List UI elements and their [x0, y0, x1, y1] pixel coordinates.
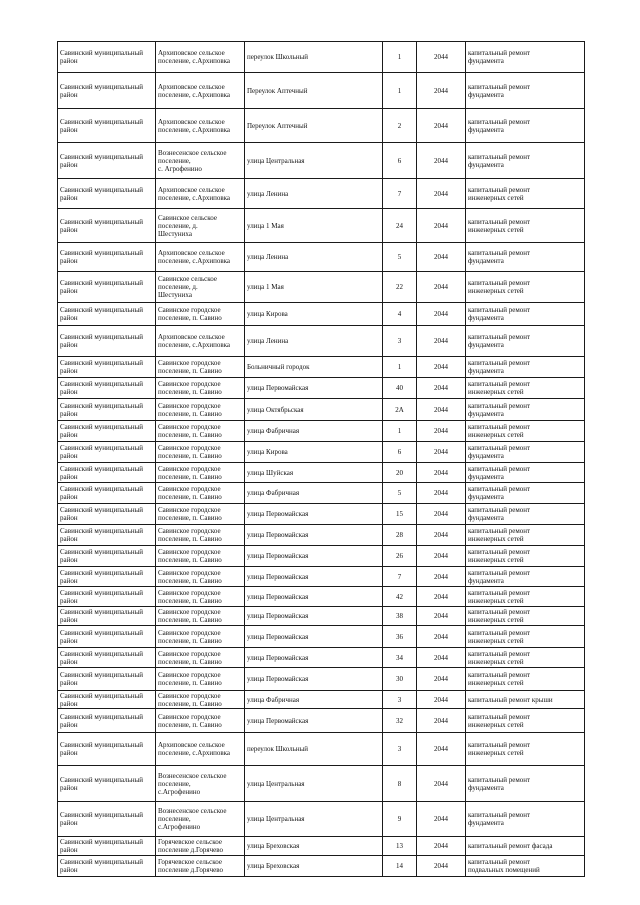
house-number-cell: 13 — [383, 837, 417, 856]
year-cell: 2044 — [417, 326, 466, 357]
settlement-cell: Савинское городское поселение, п. Савино — [156, 587, 245, 607]
house-number-cell: 3 — [383, 326, 417, 357]
table-row — [58, 463, 585, 483]
district-cell: Савинский муниципальный район — [58, 504, 156, 525]
settlement-cell: Архиповское сельское поселение, с.Архиповка — [156, 42, 245, 73]
street-cell: улица Октябрьская — [245, 399, 383, 421]
street-cell: улица Первомайская — [245, 504, 383, 525]
house-number-cell: 26 — [383, 546, 417, 567]
table-row — [58, 421, 585, 442]
settlement-cell: Савинское городское поселение, п. Савино — [156, 525, 245, 546]
year-cell: 2044 — [417, 504, 466, 525]
year-cell: 2044 — [417, 243, 466, 272]
year-cell: 2044 — [417, 607, 466, 626]
work-type-cell: капитальный ремонт фундамента — [466, 442, 585, 463]
work-type-cell: капитальный ремонт фундамента — [466, 42, 585, 73]
house-number-cell: 24 — [383, 209, 417, 243]
settlement-cell: Савинское городское поселение, п. Савино — [156, 463, 245, 483]
house-number-cell: 15 — [383, 504, 417, 525]
district-cell: Савинский муниципальный район — [58, 442, 156, 463]
work-type-cell: капитальный ремонт фасада — [466, 837, 585, 856]
district-cell: Савинский муниципальный район — [58, 243, 156, 272]
settlement-cell: Горячевское сельское поселение д.Горячево — [156, 837, 245, 856]
district-cell: Савинский муниципальный район — [58, 567, 156, 587]
work-type-cell: капитальный ремонт инженерных сетей — [466, 525, 585, 546]
house-number-cell: 1 — [383, 357, 417, 378]
settlement-cell: Савинское городское поселение, п. Савино — [156, 378, 245, 399]
house-number-cell: 32 — [383, 709, 417, 733]
street-cell: улица Ленина — [245, 243, 383, 272]
district-cell: Савинский муниципальный район — [58, 648, 156, 668]
settlement-cell: Савинское городское поселение, п. Савино — [156, 442, 245, 463]
year-cell: 2044 — [417, 802, 466, 837]
district-cell: Савинский муниципальный район — [58, 421, 156, 442]
street-cell: улица Кирова — [245, 442, 383, 463]
district-cell: Савинский муниципальный район — [58, 357, 156, 378]
table-row — [58, 243, 585, 272]
house-number-cell: 42 — [383, 587, 417, 607]
district-cell: Савинский муниципальный район — [58, 856, 156, 877]
district-cell: Савинский муниципальный район — [58, 668, 156, 691]
district-cell: Савинский муниципальный район — [58, 691, 156, 709]
settlement-cell: Архиповское сельское поселение, с.Архиповка — [156, 73, 245, 109]
house-number-cell: 14 — [383, 856, 417, 877]
house-number-cell: 9 — [383, 802, 417, 837]
year-cell: 2044 — [417, 272, 466, 303]
street-cell: переулок Школьный — [245, 42, 383, 73]
district-cell: Савинский муниципальный район — [58, 326, 156, 357]
street-cell: улица Первомайская — [245, 378, 383, 399]
year-cell: 2044 — [417, 837, 466, 856]
table-row — [58, 607, 585, 626]
district-cell: Савинский муниципальный район — [58, 399, 156, 421]
settlement-cell: Архиповское сельское поселение, с.Архиповка — [156, 733, 245, 766]
house-number-cell: 28 — [383, 525, 417, 546]
house-number-cell: 6 — [383, 442, 417, 463]
street-cell: Переулок Аптечный — [245, 109, 383, 143]
house-number-cell: 40 — [383, 378, 417, 399]
work-type-cell: капитальный ремонт инженерных сетей — [466, 607, 585, 626]
table-row — [58, 357, 585, 378]
table-row — [58, 209, 585, 243]
work-type-cell: капитальный ремонт фундамента — [466, 399, 585, 421]
year-cell: 2044 — [417, 668, 466, 691]
settlement-cell: Савинское городское поселение, п. Савино — [156, 648, 245, 668]
house-number-cell: 8 — [383, 766, 417, 802]
work-type-cell: капитальный ремонт фундамента — [466, 483, 585, 504]
work-type-cell: капитальный ремонт инженерных сетей — [466, 546, 585, 567]
house-number-cell: 34 — [383, 648, 417, 668]
work-type-cell: капитальный ремонт фундамента — [466, 73, 585, 109]
street-cell: улица Фабричная — [245, 483, 383, 504]
district-cell: Савинский муниципальный район — [58, 483, 156, 504]
district-cell: Савинский муниципальный район — [58, 733, 156, 766]
house-number-cell: 20 — [383, 463, 417, 483]
settlement-cell: Савинское сельское поселение, д. Шестуниха — [156, 272, 245, 303]
street-cell: улица Центральная — [245, 766, 383, 802]
year-cell: 2044 — [417, 648, 466, 668]
year-cell: 2044 — [417, 567, 466, 587]
table-row — [58, 109, 585, 143]
table-row — [58, 143, 585, 179]
year-cell: 2044 — [417, 399, 466, 421]
work-type-cell: капитальный ремонт инженерных сетей — [466, 648, 585, 668]
table-row — [58, 272, 585, 303]
work-type-cell: капитальный ремонт фундамента — [466, 463, 585, 483]
street-cell: улица Центральная — [245, 802, 383, 837]
district-cell: Савинский муниципальный район — [58, 303, 156, 326]
table-row — [58, 766, 585, 802]
house-number-cell: 1 — [383, 73, 417, 109]
table-row — [58, 326, 585, 357]
settlement-cell: Архиповское сельское поселение, с.Архиповка — [156, 179, 245, 209]
house-number-cell: 6 — [383, 143, 417, 179]
table-row — [58, 856, 585, 877]
street-cell: улица Фабричная — [245, 691, 383, 709]
house-number-cell: 38 — [383, 607, 417, 626]
district-cell: Савинский муниципальный район — [58, 143, 156, 179]
work-type-cell: капитальный ремонт фундамента — [466, 326, 585, 357]
settlement-cell: Вознесенское сельское поселение, с.Агрофенино — [156, 766, 245, 802]
year-cell: 2044 — [417, 179, 466, 209]
table-row — [58, 442, 585, 463]
work-type-cell: капитальный ремонт инженерных сетей — [466, 179, 585, 209]
work-type-cell: капитальный ремонт крыши — [466, 691, 585, 709]
settlement-cell: Архиповское сельское поселение, с.Архиповка — [156, 326, 245, 357]
work-type-cell: капитальный ремонт фундамента — [466, 109, 585, 143]
year-cell: 2044 — [417, 766, 466, 802]
year-cell: 2044 — [417, 709, 466, 733]
settlement-cell: Савинское городское поселение, п. Савино — [156, 504, 245, 525]
settlement-cell: Савинское городское поселение, п. Савино — [156, 691, 245, 709]
district-cell: Савинский муниципальный район — [58, 272, 156, 303]
settlement-cell: Архиповское сельское поселение, с.Архиповка — [156, 243, 245, 272]
year-cell: 2044 — [417, 378, 466, 399]
street-cell: переулок Школьный — [245, 733, 383, 766]
year-cell: 2044 — [417, 546, 466, 567]
street-cell: улица Первомайская — [245, 607, 383, 626]
house-number-cell: 30 — [383, 668, 417, 691]
district-cell: Савинский муниципальный район — [58, 179, 156, 209]
street-cell: улица Первомайская — [245, 525, 383, 546]
district-cell: Савинский муниципальный район — [58, 546, 156, 567]
work-type-cell: капитальный ремонт инженерных сетей — [466, 209, 585, 243]
year-cell: 2044 — [417, 626, 466, 648]
settlement-cell: Савинское городское поселение, п. Савино — [156, 546, 245, 567]
table-row — [58, 546, 585, 567]
table-row — [58, 626, 585, 648]
street-cell: улица Бреховская — [245, 856, 383, 877]
district-cell: Савинский муниципальный район — [58, 626, 156, 648]
street-cell: улица Первомайская — [245, 626, 383, 648]
year-cell: 2044 — [417, 442, 466, 463]
settlement-cell: Савинское городское поселение, п. Савино — [156, 668, 245, 691]
settlement-cell: Савинское городское поселение, п. Савино — [156, 303, 245, 326]
house-number-cell: 4 — [383, 303, 417, 326]
year-cell: 2044 — [417, 525, 466, 546]
settlement-cell: Савинское городское поселение, п. Савино — [156, 399, 245, 421]
work-type-cell: капитальный ремонт инженерных сетей — [466, 378, 585, 399]
house-number-cell: 7 — [383, 179, 417, 209]
district-cell: Савинский муниципальный район — [58, 209, 156, 243]
year-cell: 2044 — [417, 209, 466, 243]
work-type-cell: капитальный ремонт фундамента — [466, 303, 585, 326]
table-row — [58, 483, 585, 504]
settlement-cell: Савинское городское поселение, п. Савино — [156, 357, 245, 378]
table-row — [58, 179, 585, 209]
settlement-cell: Савинское городское поселение, п. Савино — [156, 709, 245, 733]
street-cell: улица Центральная — [245, 143, 383, 179]
table-row — [58, 42, 585, 73]
table-row — [58, 648, 585, 668]
settlement-cell: Савинское сельское поселение, д. Шестуниха — [156, 209, 245, 243]
district-cell: Савинский муниципальный район — [58, 378, 156, 399]
street-cell: Переулок Аптечный — [245, 73, 383, 109]
street-cell: улица Первомайская — [245, 567, 383, 587]
work-type-cell: капитальный ремонт инженерных сетей — [466, 733, 585, 766]
settlement-cell: Савинское городское поселение, п. Савино — [156, 607, 245, 626]
year-cell: 2044 — [417, 733, 466, 766]
street-cell: улица Первомайская — [245, 587, 383, 607]
house-number-cell: 5 — [383, 483, 417, 504]
district-cell: Савинский муниципальный район — [58, 837, 156, 856]
street-cell: улица Шуйская — [245, 463, 383, 483]
house-number-cell: 1 — [383, 42, 417, 73]
house-number-cell: 22 — [383, 272, 417, 303]
year-cell: 2044 — [417, 143, 466, 179]
street-cell: улица Фабричная — [245, 421, 383, 442]
district-cell: Савинский муниципальный район — [58, 587, 156, 607]
year-cell: 2044 — [417, 73, 466, 109]
house-number-cell: 36 — [383, 626, 417, 648]
table-row — [58, 802, 585, 837]
work-type-cell: капитальный ремонт инженерных сетей — [466, 587, 585, 607]
district-cell: Савинский муниципальный район — [58, 42, 156, 73]
work-type-cell: капитальный ремонт фундамента — [466, 567, 585, 587]
settlement-cell: Савинское городское поселение, п. Савино — [156, 626, 245, 648]
work-type-cell: капитальный ремонт подвальных помещений — [466, 856, 585, 877]
street-cell: улица Первомайская — [245, 648, 383, 668]
work-type-cell: капитальный ремонт инженерных сетей — [466, 272, 585, 303]
street-cell: улица 1 Мая — [245, 209, 383, 243]
district-cell: Савинский муниципальный район — [58, 709, 156, 733]
year-cell: 2044 — [417, 856, 466, 877]
work-type-cell: капитальный ремонт фундамента — [466, 802, 585, 837]
table-row — [58, 378, 585, 399]
year-cell: 2044 — [417, 483, 466, 504]
year-cell: 2044 — [417, 463, 466, 483]
table-row — [58, 303, 585, 326]
work-type-cell: капитальный ремонт фундамента — [466, 143, 585, 179]
street-cell: улица Ленина — [245, 179, 383, 209]
table-row — [58, 733, 585, 766]
settlement-cell: Савинское городское поселение, п. Савино — [156, 421, 245, 442]
work-type-cell: капитальный ремонт инженерных сетей — [466, 626, 585, 648]
work-type-cell: капитальный ремонт инженерных сетей — [466, 709, 585, 733]
district-cell: Савинский муниципальный район — [58, 463, 156, 483]
table-row — [58, 668, 585, 691]
year-cell: 2044 — [417, 691, 466, 709]
house-number-cell: 5 — [383, 243, 417, 272]
house-number-cell: 2А — [383, 399, 417, 421]
year-cell: 2044 — [417, 421, 466, 442]
table-row — [58, 567, 585, 587]
street-cell: улица Первомайская — [245, 546, 383, 567]
house-number-cell: 3 — [383, 691, 417, 709]
year-cell: 2044 — [417, 303, 466, 326]
street-cell: улица Ленина — [245, 326, 383, 357]
table-row — [58, 837, 585, 856]
work-type-cell: капитальный ремонт фундамента — [466, 357, 585, 378]
street-cell: улица Первомайская — [245, 709, 383, 733]
settlement-cell: Вознесенское сельское поселение, с.Агрофенино — [156, 802, 245, 837]
district-cell: Савинский муниципальный район — [58, 607, 156, 626]
district-cell: Савинский муниципальный район — [58, 766, 156, 802]
street-cell: улица Первомайская — [245, 668, 383, 691]
settlement-cell: Архиповское сельское поселение, с.Архиповка — [156, 109, 245, 143]
street-cell: Больничный городок — [245, 357, 383, 378]
table-row — [58, 73, 585, 109]
house-number-cell: 1 — [383, 421, 417, 442]
work-type-cell: капитальный ремонт инженерных сетей — [466, 421, 585, 442]
district-cell: Савинский муниципальный район — [58, 73, 156, 109]
work-type-cell: капитальный ремонт инженерных сетей — [466, 668, 585, 691]
table-row — [58, 587, 585, 607]
district-cell: Савинский муниципальный район — [58, 109, 156, 143]
table-row — [58, 525, 585, 546]
year-cell: 2044 — [417, 109, 466, 143]
house-number-cell: 7 — [383, 567, 417, 587]
year-cell: 2044 — [417, 357, 466, 378]
district-cell: Савинский муниципальный район — [58, 525, 156, 546]
year-cell: 2044 — [417, 587, 466, 607]
settlement-cell: Савинское городское поселение, п. Савино — [156, 483, 245, 504]
table-row — [58, 504, 585, 525]
work-type-cell: капитальный ремонт фундамента — [466, 243, 585, 272]
house-number-cell: 3 — [383, 733, 417, 766]
district-cell: Савинский муниципальный район — [58, 802, 156, 837]
settlement-cell: Савинское городское поселение, п. Савино — [156, 567, 245, 587]
work-type-cell: капитальный ремонт фундамента — [466, 504, 585, 525]
house-number-cell: 2 — [383, 109, 417, 143]
settlement-cell: Горячевское сельское поселение д.Горячево — [156, 856, 245, 877]
street-cell: улица Кирова — [245, 303, 383, 326]
street-cell: улица 1 Мая — [245, 272, 383, 303]
table-row — [58, 691, 585, 709]
table-row — [58, 399, 585, 421]
capital-repair-table — [57, 41, 585, 877]
work-type-cell: капитальный ремонт фундамента — [466, 766, 585, 802]
street-cell: улица Бреховская — [245, 837, 383, 856]
settlement-cell: Вознесенское сельское поселение, с. Агрофенино — [156, 143, 245, 179]
table-row — [58, 709, 585, 733]
year-cell: 2044 — [417, 42, 466, 73]
